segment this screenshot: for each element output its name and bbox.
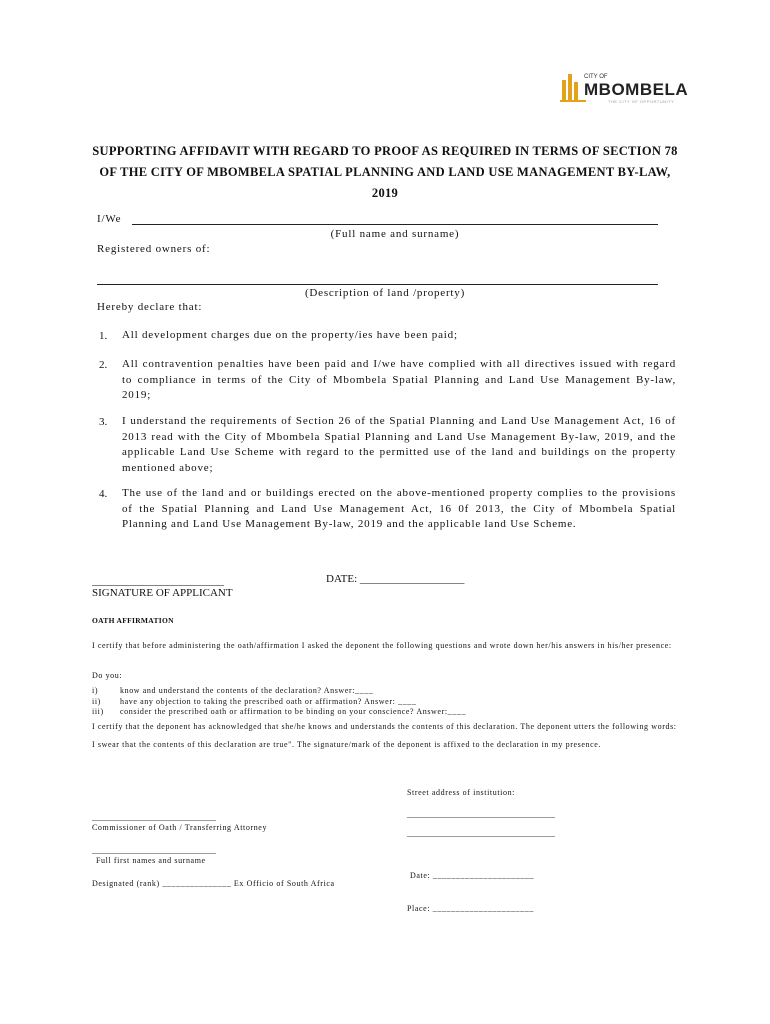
document-title: SUPPORTING AFFIDAVIT WITH REGARD TO PROOF AS REQUIRED IN TERMS OF SECTION 78 OF THE CITY OF MBOMBELA SPATIAL PLANNING AND LAND USE MANAGEMENT BY-LAW, 2019: [92, 144, 678, 200]
commissioner-label: Commissioner of Oath / Transferring Attorney: [92, 823, 268, 832]
full-names-label: Full first names and surname: [96, 856, 206, 865]
commissioner-date[interactable]: Date: ______________________: [410, 871, 535, 880]
street-address-line-2[interactable]: _____________________________________: [407, 829, 555, 838]
question-3-number: iii): [92, 707, 104, 716]
oath-do-you: Do you:: [92, 671, 123, 680]
property-description-field[interactable]: [97, 284, 658, 285]
logo-small-text: CITY OF: [584, 74, 608, 80]
full-name-field[interactable]: [132, 224, 658, 225]
declare-label: Hereby declare that:: [97, 301, 203, 313]
signature-label: SIGNATURE OF APPLICANT: [92, 587, 233, 599]
declaration-1-number: 1.: [99, 330, 108, 342]
street-address-line-1[interactable]: _____________________________________: [407, 810, 555, 819]
question-2-text: have any objection to taking the prescribed oath or affirmation? Answer: ____: [120, 697, 417, 706]
declaration-4-text: The use of the land and or buildings erected on the above-mentioned property complies to the provisions of the Spatial Planning and Land Use Management Act, 16 0f 2013, the City of Mbombela Spatial Planning and Land Use Management By-law, 2019 and the applicable land Use Scheme.: [122, 487, 676, 530]
question-2-number: ii): [92, 697, 101, 706]
designated-rank[interactable]: Designated (rank) _______________ Ex Officio of South Africa: [92, 879, 335, 888]
declaration-1-text: All development charges due on the property/ies have been paid;: [122, 329, 458, 341]
oath-paragraph-1: I certify that before administering the oath/affirmation I asked the deponent the following questions and wrote down her/his answers in his/her presence:: [92, 641, 672, 650]
commissioner-signature-line[interactable]: _______________________________: [92, 813, 216, 822]
question-1-number: i): [92, 686, 99, 695]
declaration-3-text: I understand the requirements of Section 26 of the Spatial Planning and Land Use Management Act, 16 of 2013 read with the City of Mbombela Spatial Planning and Land Use Management By-law, 2019, and the applicable Land Use Scheme with regard to the permitted use of the land and buildings on the property mentioned above;: [122, 415, 676, 474]
logo-mark-icon: [560, 70, 586, 106]
fullname-label: (Full name and surname): [330, 228, 460, 240]
full-names-line[interactable]: _______________________________: [92, 846, 216, 855]
oath-heading: OATH AFFIRMATION: [92, 616, 174, 625]
declaration-2-number: 2.: [99, 359, 108, 371]
date-field[interactable]: DATE: ___________________: [326, 573, 465, 585]
question-1-text: know and understand the contents of the declaration? Answer:____: [120, 686, 374, 695]
oath-paragraph-2: I certify that the deponent has acknowledged that she/he knows and understands the contents of this declaration. The deponent utters the following words: I swear that the contents of this declaration are true". The signature/mark of the deponent is affixed to the declaration in my presence.: [92, 722, 677, 749]
logo-name: MBOMBELA: [584, 80, 689, 99]
commissioner-place[interactable]: Place: ______________________: [407, 904, 534, 913]
city-of-mbombela-logo: [560, 70, 689, 106]
street-address-label: Street address of institution:: [407, 788, 515, 797]
declaration-4-number: 4.: [99, 488, 108, 500]
registered-owners-label: Registered owners of:: [97, 243, 211, 255]
iwe-label: I/We: [97, 213, 122, 225]
declaration-3-number: 3.: [99, 416, 108, 428]
signature-line[interactable]: ________________________: [92, 575, 224, 587]
declaration-2-text: All contravention penalties have been paid and I/we have complied with all directives issued with regard to compliance in terms of the City of Mbombela Spatial Planning and Land Use Management By-law, 2019;: [122, 358, 676, 401]
logo-tagline: THE CITY OF OPPORTUNITY: [608, 99, 675, 104]
description-label: (Description of land /property): [304, 287, 466, 299]
question-3-text: consider the prescribed oath or affirmation to be binding on your conscience? Answer:____: [120, 707, 467, 716]
